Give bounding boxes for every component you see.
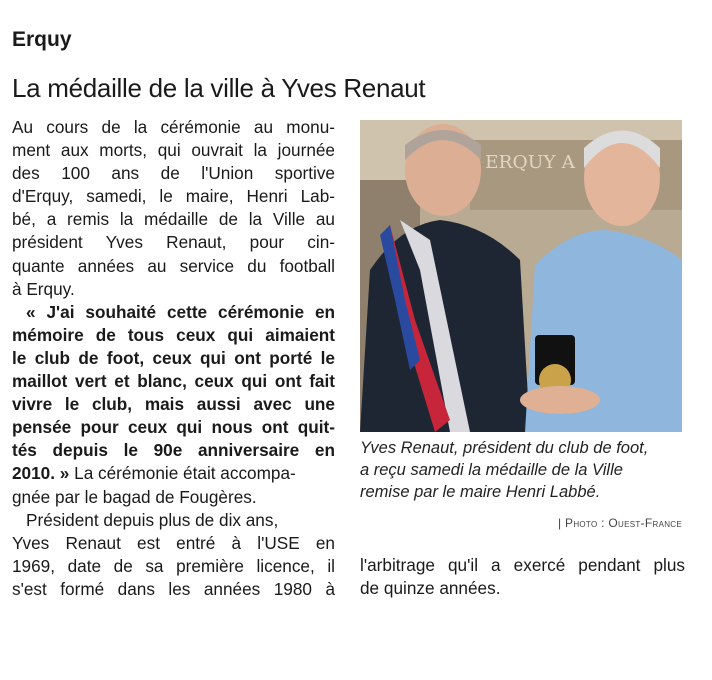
body-line: 1969, date de sa première licence, il [12, 555, 335, 576]
body-line: gnée par le bagad de Fougères. [12, 486, 257, 507]
body-line: Au cours de la cérémonie au monu- [12, 117, 335, 137]
monument-inscription: ERQUY A [485, 152, 577, 173]
quote-line: maillot vert et blanc, ceux qui ont fait [12, 371, 335, 392]
body-line: quante années au service du football [12, 255, 335, 276]
body-line: ment aux morts, qui ouvrait la journée [12, 140, 335, 161]
photo-credit [558, 516, 682, 530]
quote-line: « J'ai souhaité cette cérémonie en [26, 301, 335, 322]
photo-illustration [360, 120, 682, 432]
caption-line: a reçu samedi la médaille de la Ville [360, 461, 623, 479]
body-line: des 100 ans de l'Union sportive [12, 163, 335, 184]
body-text: La cérémonie était accompa- [69, 463, 296, 484]
article-photo [360, 120, 682, 432]
body-line: bé, a remis la médaille de la Ville au [12, 209, 335, 230]
caption-line: Yves Renaut, président du club de foot, [360, 439, 649, 457]
quote-line: mémoire de tous ceux qui aimaient [12, 324, 335, 345]
body-line: président Yves Renaut, pour cin- [12, 232, 335, 253]
article-body-left-column [12, 116, 335, 601]
body-line: Président depuis plus de dix ans, [26, 509, 279, 530]
article-body-right-column [360, 554, 685, 600]
quote-line: tés depuis le 90e anniversaire en [12, 440, 335, 461]
section-kicker: Erquy [12, 28, 72, 51]
body-line-mixed [12, 462, 335, 485]
body-line: à Erquy. [12, 278, 75, 299]
quote-line: pensée pour ceux qui nous ont quit- [12, 417, 335, 438]
photo-caption [360, 437, 690, 503]
body-line: l'arbitrage qu'il a exercé pendant plus [360, 555, 685, 575]
body-line: de quinze années. [360, 578, 501, 599]
quote-end: 2010. » [12, 463, 70, 484]
caption-line: remise par le maire Henri Labbé. [360, 483, 601, 501]
quote-line: vivre le club, mais aussi avec une [12, 394, 335, 415]
body-line: s'est formé dans les années 1980 à [12, 578, 335, 599]
article-headline: La médaille de la ville à Yves Renaut [12, 73, 426, 103]
credit-text: | Photo : Ouest-France [557, 516, 682, 530]
quote-line: le club de foot, ceux qui ont porté le [12, 347, 335, 368]
body-line: Yves Renaut est entré à l'USE en [12, 532, 335, 553]
body-line: d'Erquy, samedi, le maire, Henri Lab- [12, 186, 335, 207]
